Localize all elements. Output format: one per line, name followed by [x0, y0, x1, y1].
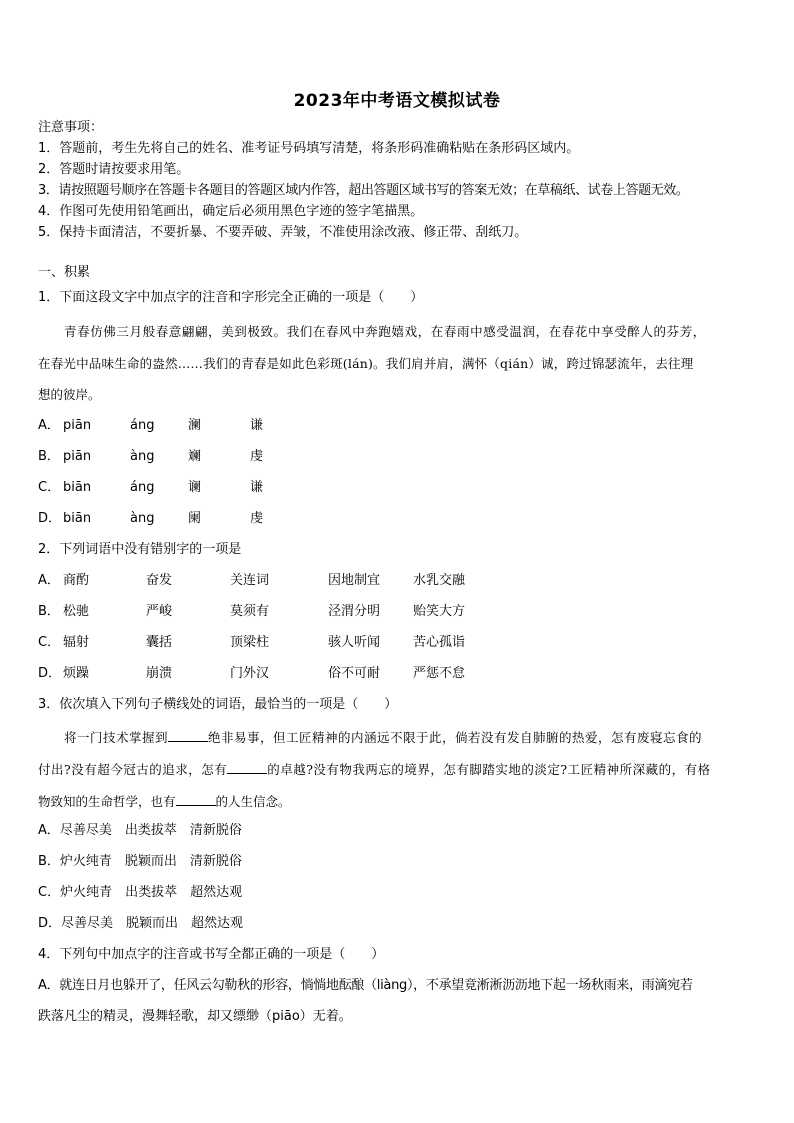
passage-text: 的卓越?没有物我两忘的境界，怎有脚踏实地的淡定?工匠精神所深藏的，有格: [267, 762, 711, 777]
question-3-option-b[interactable]: B．炉火纯青 脱颖而出 清新脱俗: [38, 854, 242, 869]
passage-text: 将一门技术掌握到: [64, 730, 169, 745]
option-char-2: 谦: [250, 480, 264, 495]
option-word-2: 崩溃: [146, 666, 173, 681]
option-word-1: 商酌: [63, 573, 90, 588]
option-word-1: 辐射: [63, 635, 90, 650]
option-word-4: 俗不可耐: [328, 666, 381, 681]
option-word-1: 松驰: [63, 604, 90, 619]
option-char-1: 澜: [188, 418, 202, 433]
notice-item-4: 4．作图可先使用铅笔画出，确定后必须用黑色字迹的签字笔描黑。: [38, 204, 424, 219]
question-1-passage-line-2: 在春光中品味生命的盎然……我们的青春是如此色彩斑(lán)。我们肩并肩，满怀（qián）诚，跨过锦瑟流年，去往理: [38, 356, 694, 371]
question-2-stem: 2．下列词语中没有错别字的一项是: [38, 542, 242, 557]
option-pinyin-2: áng: [130, 418, 155, 433]
option-char-1: 阑: [188, 511, 202, 526]
option-pinyin-2: àng: [130, 511, 155, 526]
option-letter: B．: [38, 604, 60, 619]
question-4-option-a-line-2[interactable]: 跌落凡尘的精灵，漫舞轻歌，却又缥缈（piāo）无着。: [38, 1009, 352, 1024]
question-1-stem: 1．下面这段文字中加点字的注音和字形完全正确的一项是（ ）: [38, 290, 424, 305]
option-char-1: 斓: [188, 449, 202, 464]
option-word-4: 骇人听闻: [328, 635, 381, 650]
option-char-2: 谦: [250, 418, 264, 433]
page-title: 2023年中考语文模拟试卷: [293, 91, 501, 111]
option-pinyin-1: piān: [63, 418, 92, 433]
notice-item-1: 1．答题前，考生先将自己的姓名、准考证号码填写清楚，将条形码准确粘贴在条形码区域内。: [38, 141, 580, 156]
notice-item-3: 3．请按照题号顺序在答题卡各题目的答题区域内作答，超出答题区域书写的答案无效；在草稿纸、试卷上答题无效。: [38, 183, 689, 198]
option-pinyin-2: àng: [130, 449, 155, 464]
option-pinyin-1: biān: [63, 480, 92, 495]
option-char-1: 谰: [188, 480, 202, 495]
question-3-option-a[interactable]: A．尽善尽美 出类拔萃 清新脱俗: [38, 823, 242, 838]
option-word-3: 关连词: [230, 573, 270, 588]
option-pinyin-2: áng: [130, 480, 155, 495]
fill-blank-2[interactable]: [227, 761, 267, 774]
question-4-stem: 4．下列句中加点字的注音或书写全都正确的一项是（ ）: [38, 947, 385, 962]
option-letter: C．: [38, 635, 61, 650]
option-pinyin-1: piān: [63, 449, 92, 464]
question-3-option-c[interactable]: C．炉火纯青 出类拔萃 超然达观: [38, 885, 243, 900]
option-word-5: 贻笑大方: [413, 604, 466, 619]
option-letter: C．: [38, 480, 61, 495]
question-4-option-a-line-1[interactable]: A．就连日月也躲开了，任风云勾勒秋的形容，惝惝地酝酿（liàng），不承望竟淅淅沥沥地下起一场秋雨来，雨滴宛若: [38, 978, 693, 993]
option-letter: A．: [38, 573, 60, 588]
option-char-2: 虔: [250, 449, 264, 464]
option-word-1: 烦躁: [63, 666, 90, 681]
option-letter: D．: [38, 511, 62, 526]
option-char-2: 虔: [250, 511, 264, 526]
option-letter: B．: [38, 449, 60, 464]
option-word-3: 顶梁柱: [230, 635, 270, 650]
option-word-4: 泾渭分明: [328, 604, 381, 619]
option-letter: D．: [38, 666, 62, 681]
option-word-2: 奋发: [146, 573, 173, 588]
option-word-2: 严峻: [146, 604, 173, 619]
option-word-3: 门外汉: [230, 666, 270, 681]
fill-blank-1[interactable]: [168, 729, 208, 742]
question-1-passage-line-3: 想的彼岸。: [38, 387, 101, 402]
option-word-4: 因地制宜: [328, 573, 381, 588]
option-word-3: 莫须有: [230, 604, 270, 619]
passage-text: 物致知的生命哲学，也有: [38, 794, 176, 809]
section-heading: 一、积累: [38, 265, 91, 280]
option-word-5: 苦心孤诣: [413, 635, 466, 650]
notice-item-2: 2．答题时请按要求用笔。: [38, 162, 190, 177]
passage-text: 绝非易事，但工匠精神的内涵远不限于此，倘若没有发自肺腑的热爱，怎有废寝忘食的: [208, 730, 703, 745]
question-3-passage-line-3: [38, 793, 756, 810]
question-1-passage-line-1: 青春仿佛三月般春意翩翩，美到极致。我们在春风中奔跑嬉戏，在春雨中感受温润，在春花中享受醉人的芬芳，: [64, 324, 706, 339]
notice-heading: 注意事项：: [38, 120, 104, 135]
notice-item-5: 5．保持卡面清洁，不要折暴、不要弄破、弄皱，不准使用涂改液、修正带、刮纸刀。: [38, 225, 528, 240]
option-word-5: 严惩不怠: [413, 666, 466, 681]
fill-blank-3[interactable]: [176, 793, 216, 806]
question-3-stem: 3．依次填入下列句子横线处的词语，最恰当的一项是（ ）: [38, 697, 398, 712]
question-3-passage-line-1: [38, 729, 756, 746]
question-3-passage-line-2: [38, 761, 756, 778]
passage-text: 的人生信念。: [215, 794, 291, 809]
option-pinyin-1: biān: [63, 511, 92, 526]
question-3-option-d[interactable]: D．尽善尽美 脱颖而出 超然达观: [38, 916, 244, 931]
option-word-2: 囊括: [146, 635, 173, 650]
option-letter: A．: [38, 418, 60, 433]
option-word-5: 水乳交融: [413, 573, 466, 588]
passage-text: 付出?没有超今冠古的追求，怎有: [38, 762, 228, 777]
